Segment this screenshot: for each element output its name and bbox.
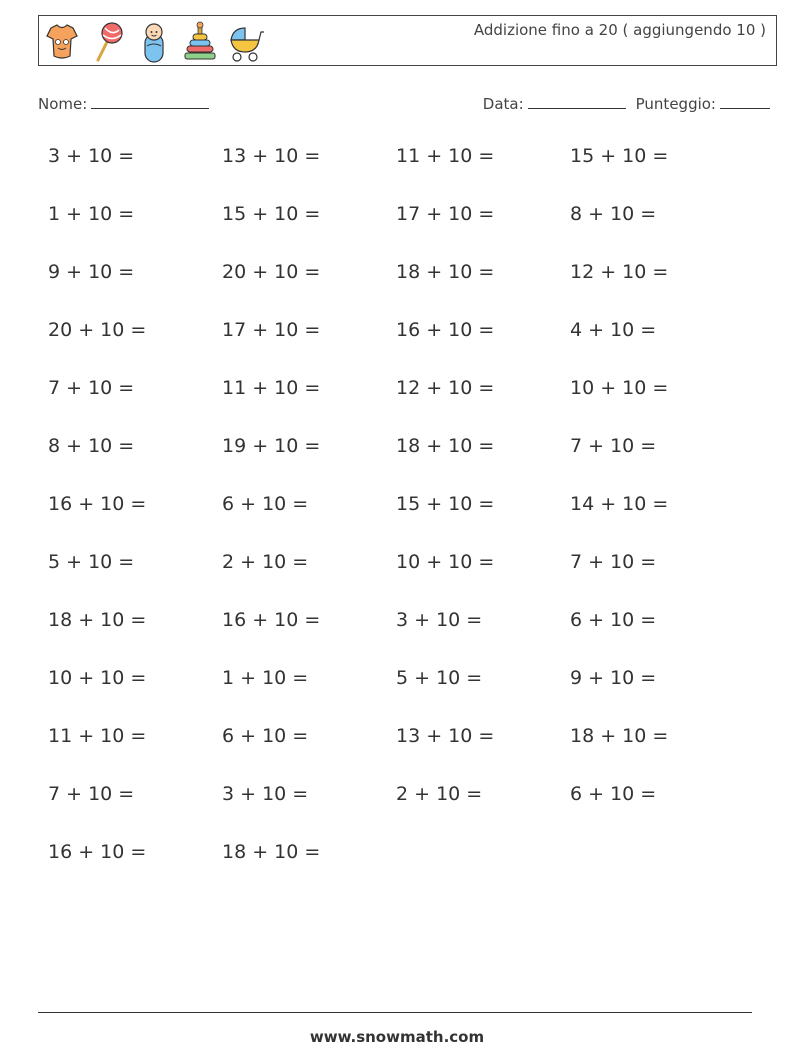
problem-item: 8 + 10 = [570, 203, 657, 225]
problem-item: 16 + 10 = [222, 609, 321, 631]
footer-url: www.snowmath.com [309, 1028, 485, 1046]
problem-item: 10 + 10 = [570, 377, 669, 399]
worksheet-header [38, 15, 777, 66]
problem-item: 17 + 10 = [396, 203, 495, 225]
problem-item: 12 + 10 = [570, 261, 669, 283]
name-label: Nome: [38, 95, 88, 113]
score-blank[interactable] [720, 93, 770, 109]
problem-item: 16 + 10 = [396, 319, 495, 341]
swaddled-baby-icon [135, 20, 173, 64]
problem-item: 13 + 10 = [396, 725, 495, 747]
problem-item: 10 + 10 = [48, 667, 147, 689]
name-field [38, 93, 209, 113]
problem-item: 10 + 10 = [396, 551, 495, 573]
problem-item: 15 + 10 = [222, 203, 321, 225]
problem-item: 3 + 10 = [222, 783, 309, 805]
problem-item: 7 + 10 = [48, 377, 135, 399]
header-icons [43, 20, 265, 64]
problem-item: 20 + 10 = [48, 319, 147, 341]
problem-item: 3 + 10 = [48, 145, 135, 167]
problem-item: 19 + 10 = [222, 435, 321, 457]
baby-stroller-icon [227, 20, 265, 64]
problem-item: 16 + 10 = [48, 841, 147, 863]
problem-item: 6 + 10 = [570, 609, 657, 631]
problem-item: 13 + 10 = [222, 145, 321, 167]
score-label: Punteggio: [635, 95, 716, 113]
problem-item: 6 + 10 = [222, 493, 309, 515]
name-blank[interactable] [91, 93, 209, 109]
problem-item: 7 + 10 = [570, 551, 657, 573]
problem-item: 18 + 10 = [396, 435, 495, 457]
problem-item: 15 + 10 = [570, 145, 669, 167]
problem-item: 20 + 10 = [222, 261, 321, 283]
problem-item: 18 + 10 = [222, 841, 321, 863]
footer-divider [38, 1012, 752, 1013]
date-blank[interactable] [528, 93, 626, 109]
bodysuit-icon [43, 20, 81, 64]
problem-item: 12 + 10 = [396, 377, 495, 399]
problem-item: 1 + 10 = [48, 203, 135, 225]
problem-item: 2 + 10 = [222, 551, 309, 573]
date-label: Data: [482, 95, 524, 113]
date-score-fields [483, 93, 770, 113]
problem-item: 7 + 10 = [570, 435, 657, 457]
problem-item: 18 + 10 = [396, 261, 495, 283]
problem-item: 1 + 10 = [222, 667, 309, 689]
problem-item: 2 + 10 = [396, 783, 483, 805]
problem-item: 16 + 10 = [48, 493, 147, 515]
problem-item: 15 + 10 = [396, 493, 495, 515]
problem-item: 18 + 10 = [570, 725, 669, 747]
problem-item: 5 + 10 = [396, 667, 483, 689]
ring-stacker-icon [181, 20, 219, 64]
problem-item: 14 + 10 = [570, 493, 669, 515]
problem-item: 6 + 10 = [222, 725, 309, 747]
lollipop-icon [89, 20, 127, 64]
problem-item: 3 + 10 = [396, 609, 483, 631]
problem-item: 5 + 10 = [48, 551, 135, 573]
problem-item: 11 + 10 = [48, 725, 147, 747]
problem-item: 18 + 10 = [48, 609, 147, 631]
problem-item: 6 + 10 = [570, 783, 657, 805]
problem-item: 9 + 10 = [48, 261, 135, 283]
problem-item: 9 + 10 = [570, 667, 657, 689]
problem-item: 11 + 10 = [222, 377, 321, 399]
problem-item: 7 + 10 = [48, 783, 135, 805]
problem-item: 8 + 10 = [48, 435, 135, 457]
worksheet-title: Addizione fino a 20 ( aggiungendo 10 ) [473, 21, 766, 39]
problem-item: 17 + 10 = [222, 319, 321, 341]
problem-item: 4 + 10 = [570, 319, 657, 341]
student-info-row [38, 93, 770, 115]
problem-item: 11 + 10 = [396, 145, 495, 167]
